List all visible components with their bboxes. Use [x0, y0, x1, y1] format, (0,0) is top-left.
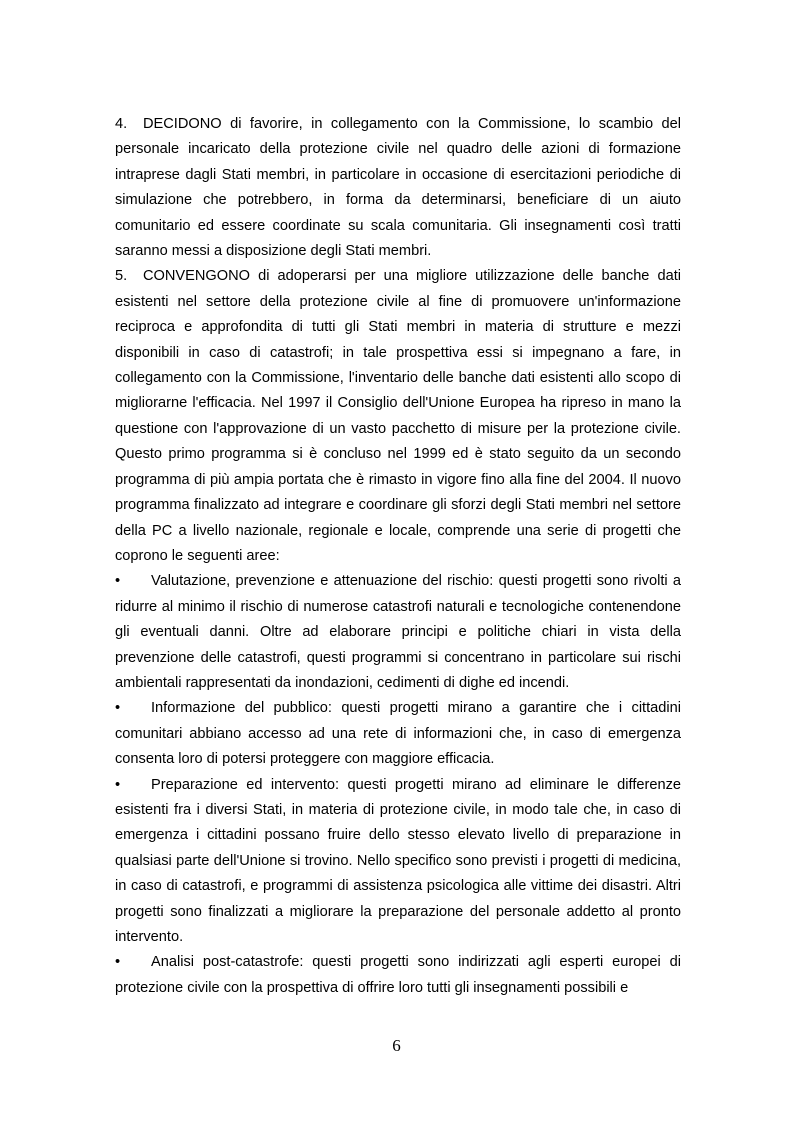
bullet-text: Preparazione ed intervento: questi progetti mirano ad eliminare le differenze esistenti fra i diversi Stati, in materia di protezione civile, in modo tale che, in caso di emergenza i cittadini possano fruire dello stesso elevato livello di preparazione in qualsiasi parte dell'Unione si trovino. Nello specifico sono previsti i progetti di medicina, in caso di catastrofi, e programmi di assistenza psicologica alle vittime dei disastri. Altri progetti sono finalizzati a migliorare la preparazione del personale addetto al pronto intervento.	[115, 776, 681, 945]
bullet-item-valutazione	[115, 569, 681, 696]
bullet-icon: •	[115, 573, 121, 590]
paragraph-number: 5.	[115, 268, 128, 285]
bullet-item-informazione	[115, 696, 681, 772]
bullet-icon: •	[115, 776, 121, 793]
paragraph-number: 4.	[115, 116, 128, 132]
paragraph-text: CONVENGONO di adoperarsi per una migliore utilizzazione delle banche dati esistenti nel settore della protezione civile al fine di promuovere un'informazione reciproca e approfondita di tutti gli Stati membri in materia di strutture e mezzi disponibili in caso di catastrofi; in tale prospettiva essi si impegnano a fare, in collegamento con la Commissione, l'inventario delle banche dati esistenti allo scopo di migliorarne l'efficacia. Nel 1997 il Consiglio dell'Unione Europea ha ripreso in mano la questione con l'approvazione di un vasto pacchetto di misure per la protezione civile. Questo primo programma si è concluso nel 1999 ed è stato seguito da un secondo programma di più ampia portata che è rimasto in vigore fino alla fine del 2004. Il nuovo programma finalizzato ad integrare e coordinare gli sforzi degli Stati membri nel settore della PC a livello nazionale, regionale e locale, comprende una serie di progetti che coprono le seguenti aree:	[115, 268, 681, 564]
bullet-item-analisi	[115, 950, 681, 1001]
numbered-paragraph-4	[115, 112, 681, 264]
page-number: 6	[392, 1036, 401, 1055]
numbered-paragraph-5	[115, 264, 681, 569]
bullet-icon: •	[115, 954, 121, 971]
body-text	[115, 112, 681, 1001]
bullet-item-preparazione	[115, 773, 681, 951]
bullet-text: Valutazione, prevenzione e attenuazione del rischio: questi progetti sono rivolti a ridurre al minimo il rischio di numerose catastrofi naturali e tecnologiche contenendone gli eventuali danni. Oltre ad elaborare principi e politiche chiari in vista della prevenzione delle catastrofi, questi programmi si concentrano in particolare sui rischi ambientali rappresentati da inondazioni, cedimenti di dighe ed incendi.	[115, 573, 681, 691]
bullet-text: Analisi post-catastrofe: questi progetti sono indirizzati agli esperti europei di protezione civile con la prospettiva di offrire loro tutti gli insegnamenti possibili e	[115, 954, 681, 996]
paragraph-text: DECIDONO di favorire, in collegamento con la Commissione, lo scambio del personale incaricato della protezione civile nel quadro delle azioni di formazione intraprese dagli Stati membri, in particolare in occasione di esercitazioni periodiche di simulazione che potrebbero, in forma da determinarsi, beneficiare di un aiuto comunitario ed essere coordinate su scala comunitaria. Gli insegnamenti così tratti saranno messi a disposizione degli Stati membri.	[115, 116, 681, 260]
bullet-text: Informazione del pubblico: questi progetti mirano a garantire che i cittadini comunitari abbiano accesso ad una rete di informazioni che, in caso di emergenza consenta loro di potersi proteggere con maggiore efficacia.	[115, 700, 681, 768]
bullet-icon: •	[115, 700, 121, 717]
